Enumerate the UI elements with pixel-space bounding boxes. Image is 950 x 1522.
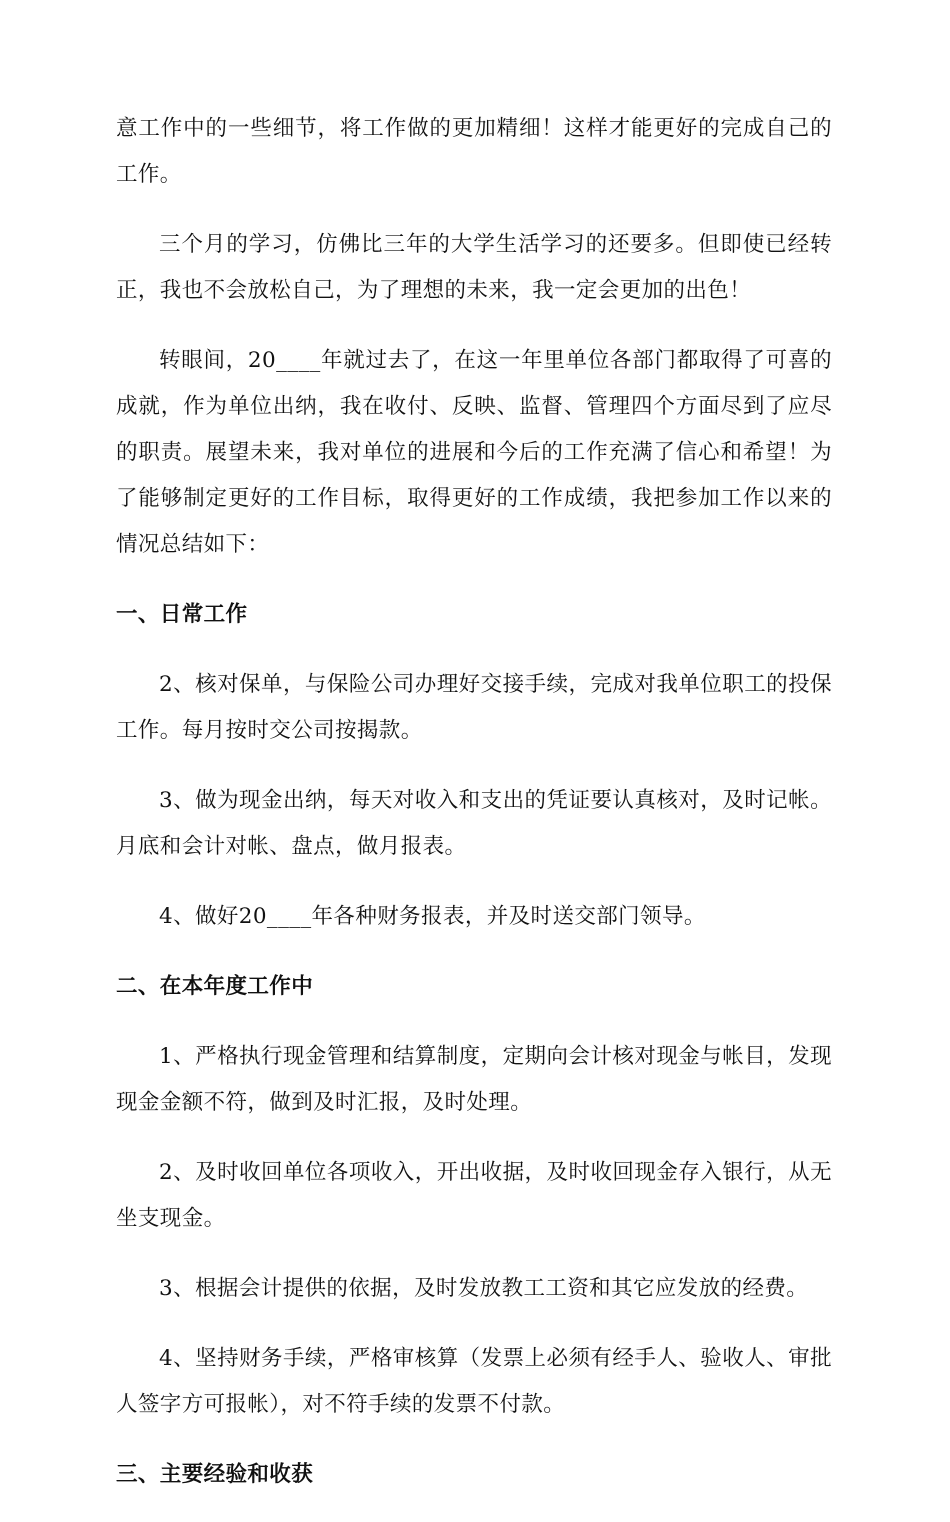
section-heading-daily-work: 一、日常工作 xyxy=(116,602,248,627)
section-heading-this-year: 二、在本年度工作中 xyxy=(116,974,314,999)
list-item-daily-2: 2、核对保单，与保险公司办理好交接手续，完成对我单位职工的投保工作。每月按时交公司按揭款。 xyxy=(116,672,832,743)
section-heading-experience: 三、主要经验和收获 xyxy=(116,1462,314,1487)
list-item-year-2: 2、及时收回单位各项收入，开出收据，及时收回现金存入银行，从无坐支现金。 xyxy=(116,1160,832,1231)
paragraph-continuation: 意工作中的一些细节，将工作做的更加精细！这样才能更好的完成自己的工作。 xyxy=(116,116,832,187)
list-item-year-3: 3、根据会计提供的依据，及时发放教工工资和其它应发放的经费。 xyxy=(159,1276,809,1301)
document-body xyxy=(116,106,832,1522)
paragraph-study-reflection: 三个月的学习，仿佛比三年的大学生活学习的还要多。但即使已经转正，我也不会放松自己，为了理想的未来，我一定会更加的出色！ xyxy=(116,232,832,303)
list-item-year-1: 1、严格执行现金管理和结算制度，定期向会计核对现金与帐目，发现现金金额不符，做到及时汇报，及时处理。 xyxy=(116,1044,832,1115)
paragraph-year-summary-intro: 转眼间，20____年就过去了，在这一年里单位各部门都取得了可喜的成就，作为单位出纳，我在收付、反映、监督、管理四个方面尽到了应尽的职责。展望未来，我对单位的进展和今后的工作充满了信心和希望！为了能够制定更好的工作目标，取得更好的工作成绩，我把参加工作以来的情况总结如下： xyxy=(116,348,832,557)
list-item-daily-4: 4、做好20____年各种财务报表，并及时送交部门领导。 xyxy=(159,904,706,929)
list-item-daily-3: 3、做为现金出纳，每天对收入和支出的凭证要认真核对，及时记帐。月底和会计对帐、盘点，做月报表。 xyxy=(116,788,832,859)
list-item-year-4: 4、坚持财务手续，严格审核算（发票上必须有经手人、验收人、审批人签字方可报帐），对不符手续的发票不付款。 xyxy=(116,1346,832,1417)
